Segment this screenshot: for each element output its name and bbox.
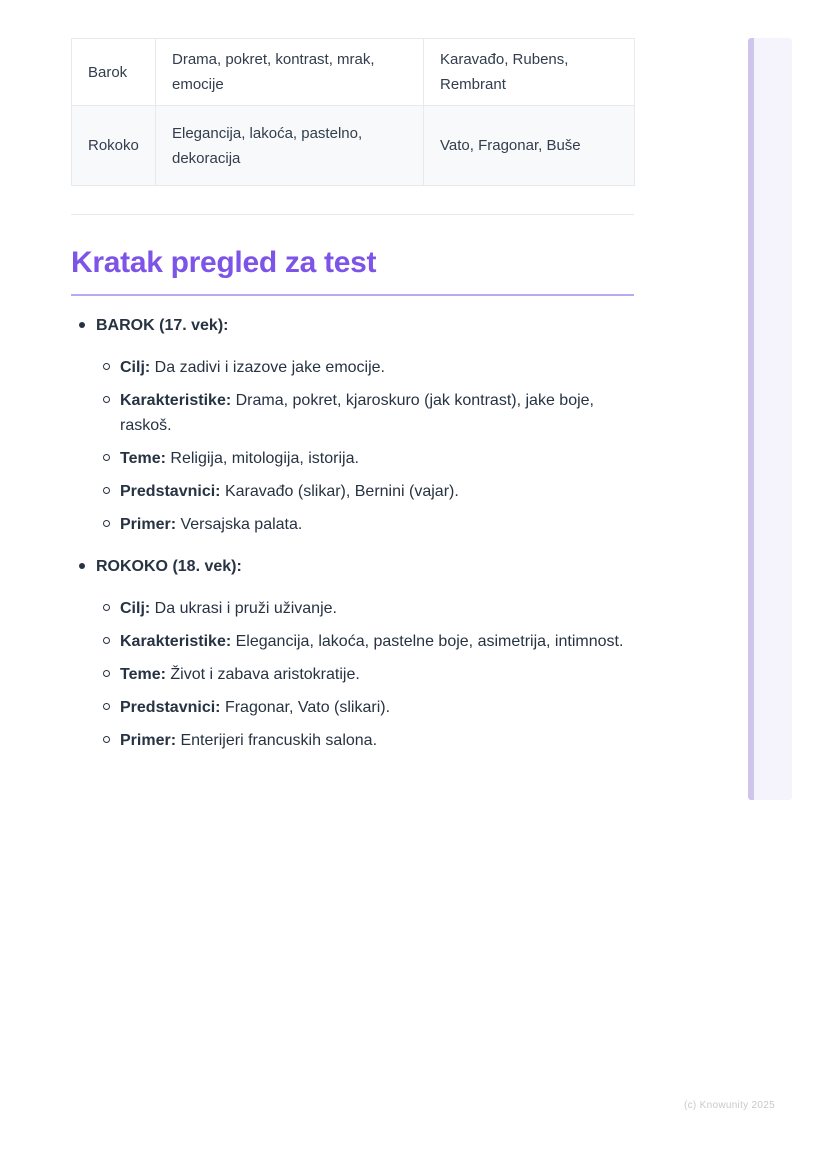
detail-text: Da ukrasi i pruži uživanje. — [154, 600, 337, 617]
circle-bullet-icon — [103, 454, 110, 461]
detail-term: Predstavnici: — [120, 699, 221, 716]
circle-bullet-icon — [103, 670, 110, 677]
detail-term: Karakteristike: — [120, 633, 232, 650]
circle-bullet-icon — [103, 637, 110, 644]
list-item — [96, 355, 634, 380]
art-styles-table — [71, 38, 635, 186]
detail-text: Elegancija, lakoća, pastelne boje, asimetrija, intimnost. — [235, 633, 624, 650]
detail-text: Karavađo (slikar), Bernini (vajar). — [224, 483, 459, 500]
horizontal-divider — [71, 214, 634, 215]
list-item-label: BAROK (17. vek): — [96, 317, 229, 334]
section-title: Kratak pregled za test — [71, 244, 634, 296]
list-item — [96, 629, 634, 654]
table-cell-representatives: Vato, Fragonar, Buše — [424, 106, 635, 186]
detail-term: Predstavnici: — [120, 483, 221, 500]
table-cell-representatives: Karavađo, Rubens, Rembrant — [424, 39, 635, 106]
circle-bullet-icon — [103, 487, 110, 494]
bullet-icon — [79, 322, 85, 328]
table-cell-style: Rokoko — [72, 106, 156, 186]
table-cell-characteristics: Drama, pokret, kontrast, mrak, emocije — [156, 39, 424, 106]
list-item — [96, 446, 634, 471]
detail-text: Da zadivi i izazove jake emocije. — [154, 359, 385, 376]
detail-text: Enterijeri francuskih salona. — [180, 732, 378, 749]
table-cell-style: Barok — [72, 39, 156, 106]
bullet-icon — [79, 563, 85, 569]
circle-bullet-icon — [103, 396, 110, 403]
list-item-label: ROKOKO (18. vek): — [96, 558, 242, 575]
list-item — [96, 479, 634, 504]
detail-text: Život i zabava aristokratije. — [170, 666, 360, 683]
detail-text: Versajska palata. — [180, 516, 303, 533]
list-item — [96, 695, 634, 720]
detail-term: Primer: — [120, 516, 177, 533]
summary-list — [71, 313, 634, 753]
document-content — [71, 38, 634, 770]
table-cell-characteristics: Elegancija, lakoća, pastelno, dekoracija — [156, 106, 424, 186]
list-item — [96, 596, 634, 621]
detail-text: Religija, mitologija, istorija. — [170, 450, 359, 467]
list-item — [96, 662, 634, 687]
detail-term: Teme: — [120, 666, 166, 683]
list-item-rokoko — [71, 554, 634, 753]
circle-bullet-icon — [103, 604, 110, 611]
detail-term: Teme: — [120, 450, 166, 467]
detail-term: Karakteristike: — [120, 392, 232, 409]
circle-bullet-icon — [103, 703, 110, 710]
detail-text: Drama, pokret, kjaroskuro (jak kontrast), jake boje, raskoš. — [120, 392, 594, 434]
table-row — [72, 106, 635, 186]
circle-bullet-icon — [103, 363, 110, 370]
copyright-text: (c) Knowunity 2025 — [683, 1100, 775, 1111]
barok-details-list — [96, 355, 634, 537]
page-accent-band — [748, 38, 792, 800]
circle-bullet-icon — [103, 520, 110, 527]
rokoko-details-list — [96, 596, 634, 753]
list-item — [96, 512, 634, 537]
table-row — [72, 39, 635, 106]
detail-term: Primer: — [120, 732, 177, 749]
detail-term: Cilj: — [120, 359, 151, 376]
detail-term: Cilj: — [120, 600, 151, 617]
detail-text: Fragonar, Vato (slikari). — [224, 699, 391, 716]
list-item — [96, 388, 634, 438]
circle-bullet-icon — [103, 736, 110, 743]
list-item — [96, 728, 634, 753]
list-item-barok — [71, 313, 634, 537]
